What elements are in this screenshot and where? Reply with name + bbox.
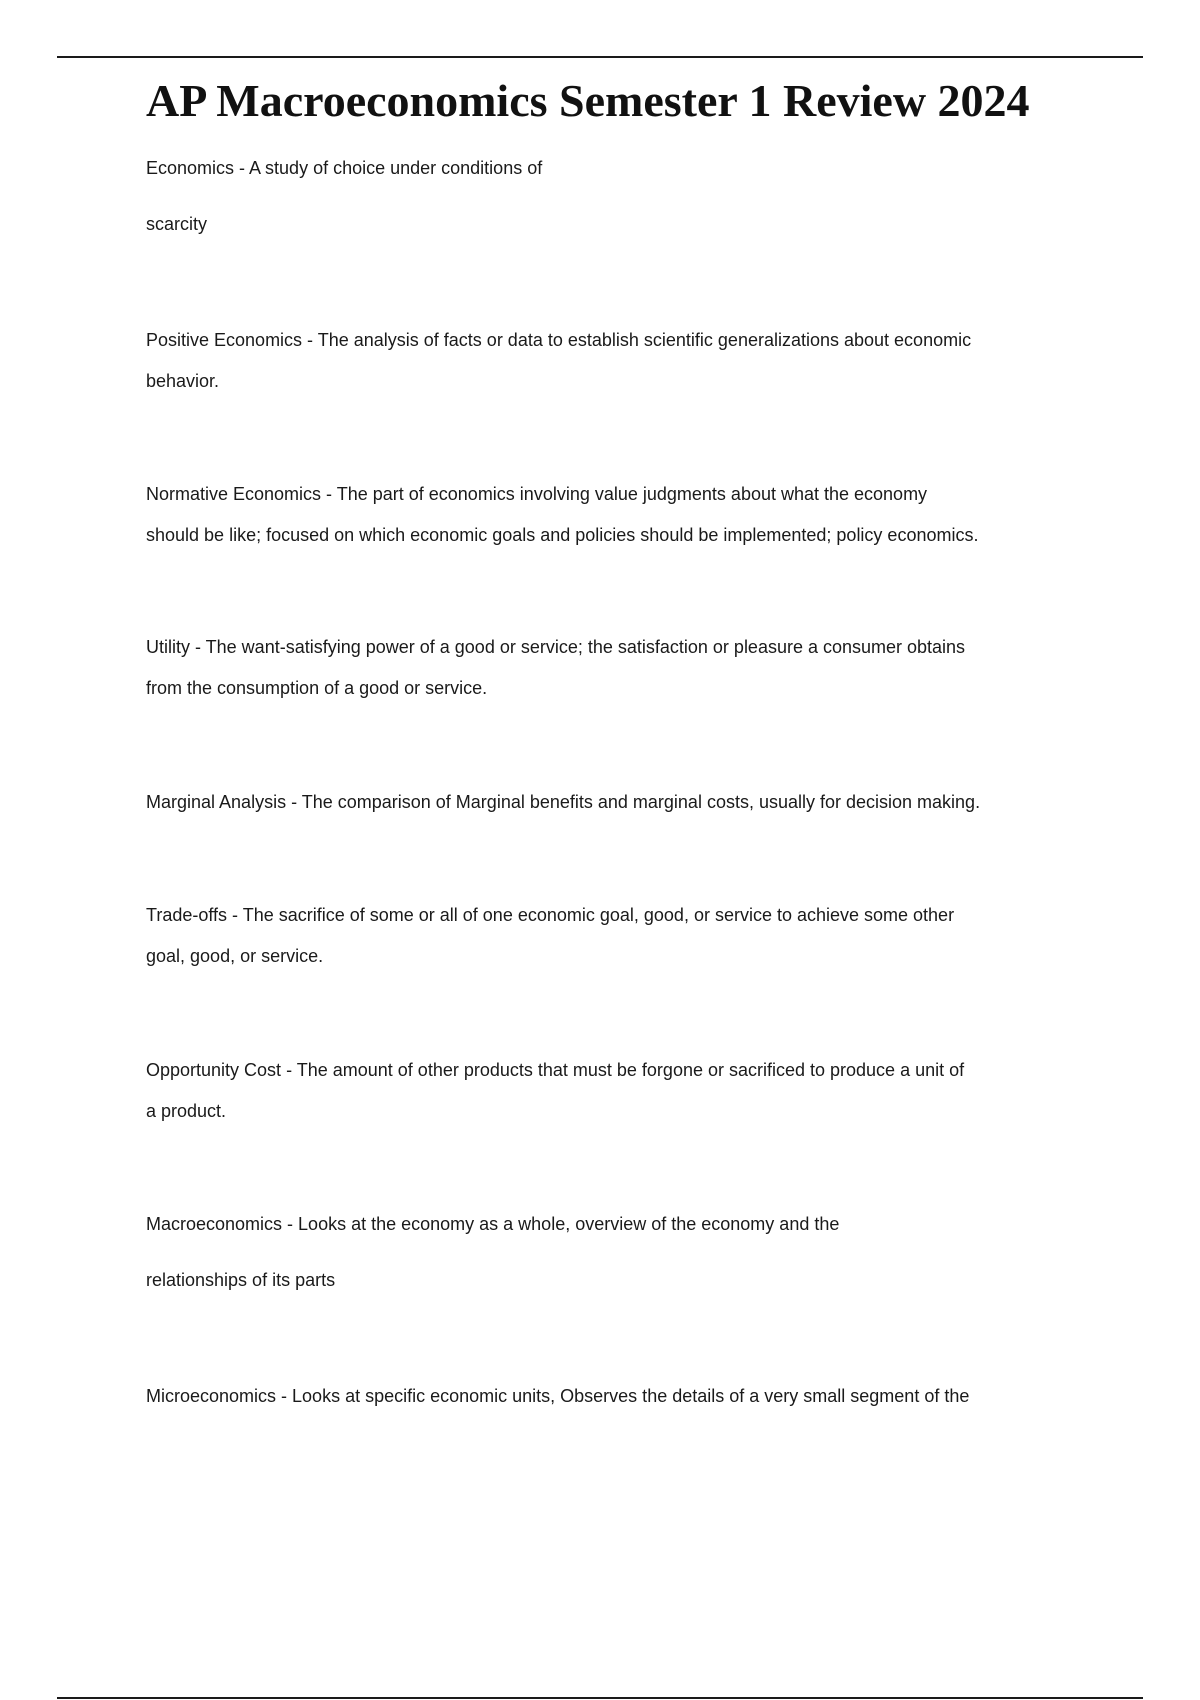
definition-entry-macroeconomics [146, 1204, 1091, 1301]
definition-line: should be like; focused on which economic goals and policies should be implemented; policy economics. [146, 525, 979, 545]
definition-line: Marginal Analysis - The comparison of Marginal benefits and marginal costs, usually for decision making. [146, 792, 981, 812]
definition-entry-marginal-analysis [146, 782, 1091, 823]
definition-line: scarcity [146, 214, 208, 234]
definition-line: relationships of its parts [146, 1270, 336, 1290]
definition-line: Opportunity Cost - The amount of other products that must be forgone or sacrificed to produce a unit of [146, 1060, 965, 1080]
definition-entry-utility [146, 627, 1091, 709]
definition-line: Economics - A study of choice under conditions of [146, 158, 543, 178]
definition-entry-positive-economics [146, 320, 1091, 402]
definition-line: Positive Economics - The analysis of facts or data to establish scientific generalizations about economic [146, 330, 972, 350]
top-rule [57, 56, 1143, 58]
bottom-rule [57, 1697, 1143, 1699]
definition-line: a product. [146, 1101, 227, 1121]
definition-line: from the consumption of a good or service. [146, 678, 488, 698]
definition-entry-microeconomics [146, 1376, 1091, 1417]
definition-entry-normative-economics [146, 474, 1091, 556]
definition-line: Utility - The want-satisfying power of a good or service; the satisfaction or pleasure a consumer obtains [146, 637, 966, 657]
document-title: AP Macroeconomics Semester 1 Review 2024 [146, 75, 1030, 126]
definition-line: Trade-offs - The sacrifice of some or all of one economic goal, good, or service to achieve some other [146, 905, 955, 925]
definition-line: goal, good, or service. [146, 946, 324, 966]
definition-line: Macroeconomics - Looks at the economy as a whole, overview of the economy and the [146, 1214, 840, 1234]
definition-line: Normative Economics - The part of economics involving value judgments about what the economy [146, 484, 928, 504]
definition-entry-opportunity-cost [146, 1050, 1091, 1132]
definition-entry-trade-offs [146, 895, 1091, 977]
definition-line: Microeconomics - Looks at specific economic units, Observes the details of a very small segment of the [146, 1386, 970, 1406]
definition-line: behavior. [146, 371, 220, 391]
definition-entry-economics [146, 148, 1091, 245]
